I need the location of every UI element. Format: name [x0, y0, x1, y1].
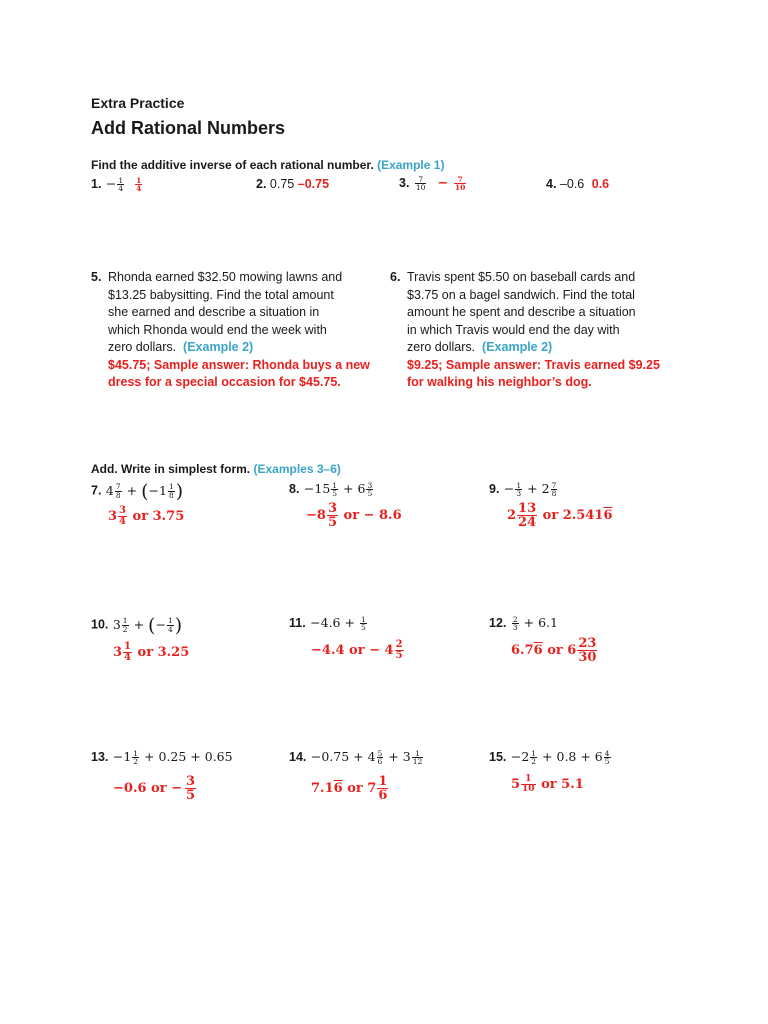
- problem-11-answer: −4.4 or − 4 $\frac{2}{5}$: [311, 639, 403, 661]
- problem-2: 2. 0.75 –0.75: [256, 177, 330, 191]
- problem-5-answer: $45.75; Sample answer: Rhonda buys a new: [108, 357, 370, 372]
- problem-14-answer: 7.16 or 7 $\frac{1}{6}$: [311, 774, 388, 803]
- problem-8-question: −15 $\frac{1}{5}$ + 6 $\frac{3}{5}$: [303, 480, 373, 498]
- example-ref: (Examples 3–6): [253, 462, 341, 476]
- problem-10-question: 3 $\frac{1}{2}$ + (− $\frac{1}{4}$ ): [112, 614, 183, 636]
- problem-4-answer: 0.6: [591, 177, 610, 191]
- example-ref: (Example 2): [183, 340, 254, 354]
- problem-6: Travis spent $5.50 on baseball cards and $3.75 on a bagel sandwich. Find the total amount he spent and describe a situation in which Travis would end the day with zero dollars. (Example 2) $9.25; Sample answer: Travis earned $9.25 for walking his neighbor’s dog.: [407, 269, 677, 392]
- problem-1-question: − $\frac{1}{4}$: [105, 175, 124, 193]
- problem-3-answer: − $\frac{7}{10}$: [437, 174, 466, 192]
- problem-11-question: −4.6 + $\frac{1}{5}$: [310, 614, 366, 632]
- problem-13-question: −1 $\frac{1}{2}$ + 0.25 + 0.65: [112, 748, 233, 766]
- problem-11: 11. −4.6 + $\frac{1}{5}$: [289, 614, 366, 632]
- section1-instruction: Find the additive inverse of each rational number. (Example 1): [91, 158, 445, 172]
- problem-13: 13. −1 $\frac{1}{2}$ + 0.25 + 0.65: [91, 748, 233, 766]
- problem-9-question: − $\frac{1}{3}$ + 2 $\frac{7}{8}$: [503, 480, 557, 498]
- problem-9-answer: 2 $\frac{13}{24}$ or 2.5416: [507, 501, 613, 530]
- problem-14-question: −0.75 + 4 $\frac{5}{6}$ + 3 $\frac{1}{12}$: [310, 748, 423, 766]
- problem-3-question: $\frac{7}{10}$: [415, 174, 426, 192]
- problem-12: 12. $\frac{2}{3}$ + 6.1: [489, 614, 558, 632]
- problem-1: 1. − $\frac{1}{4}$ $\frac{1}{4}$: [91, 175, 142, 193]
- problem-4: 4. –0.6 0.6: [546, 177, 610, 191]
- problem-13-answer: −0.6 or − $\frac{3}{5}$: [113, 774, 196, 803]
- problem-15-question: −2 $\frac{1}{2}$ + 0.8 + 6 $\frac{4}{5}$: [510, 748, 610, 766]
- page-title: Add Rational Numbers: [91, 118, 286, 138]
- example-ref: (Example 1): [377, 158, 445, 172]
- problem-6-answer: $9.25; Sample answer: Travis earned $9.25: [407, 357, 660, 372]
- problem-15: 15. −2 $\frac{1}{2}$ + 0.8 + 6 $\frac{4}{5}$: [489, 748, 610, 766]
- problem-4-question: –0.6: [559, 177, 585, 191]
- problem-8: 8. −15 $\frac{1}{5}$ + 6 $\frac{3}{5}$: [289, 480, 373, 498]
- problem-2-question: 0.75: [269, 177, 295, 191]
- problem-9: 9. − $\frac{1}{3}$ + 2 $\frac{7}{8}$: [489, 480, 557, 498]
- problem-6-number: 6.: [390, 270, 401, 284]
- problem-8-answer: −8 $\frac{3}{5}$ or − 8.6: [306, 501, 402, 530]
- example-ref: (Example 2): [482, 340, 553, 354]
- problem-7: 7. 4 $\frac{7}{8}$ + (−1 $\frac{1}{8}$ ): [91, 480, 184, 502]
- problem-7-answer: 3 $\frac{3}{4}$ or 3.75: [108, 505, 185, 527]
- problem-10: 10. 3 $\frac{1}{2}$ + (− $\frac{1}{4}$ ): [91, 614, 183, 636]
- problem-5: Rhonda earned $32.50 mowing lawns and $13.25 babysitting. Find the total amount she earned and describe a situation in which Rhonda would end the week with zero dollars. (Example 2) $45.75; Sample answer: Rhonda buys a new dress for a special occasion for $45.75.: [108, 269, 378, 392]
- section3-instruction: Add. Write in simplest form. (Examples 3–6): [91, 462, 341, 476]
- problem-15-answer: 5 $\frac{1}{10}$ or 5.1: [511, 774, 584, 794]
- worksheet-kicker: Extra Practice: [91, 95, 185, 111]
- problem-2-answer: –0.75: [297, 177, 330, 191]
- problem-12-question: $\frac{2}{3}$ + 6.1: [512, 614, 558, 632]
- problem-5-number: 5.: [91, 270, 102, 284]
- problem-12-answer: 6.76 or 6 $\frac{23}{30}$: [511, 636, 597, 665]
- problem-1-answer: $\frac{1}{4}$: [136, 175, 142, 193]
- problem-10-answer: 3 $\frac{1}{4}$ or 3.25: [113, 641, 190, 663]
- problem-3: 3. $\frac{7}{10}$ − $\frac{7}{10}$: [399, 174, 466, 192]
- problem-7-question: 4 $\frac{7}{8}$ + (−1 $\frac{1}{8}$ ): [105, 480, 184, 502]
- problem-14: 14. −0.75 + 4 $\frac{5}{6}$ + 3 $\frac{1}{12}$: [289, 748, 423, 766]
